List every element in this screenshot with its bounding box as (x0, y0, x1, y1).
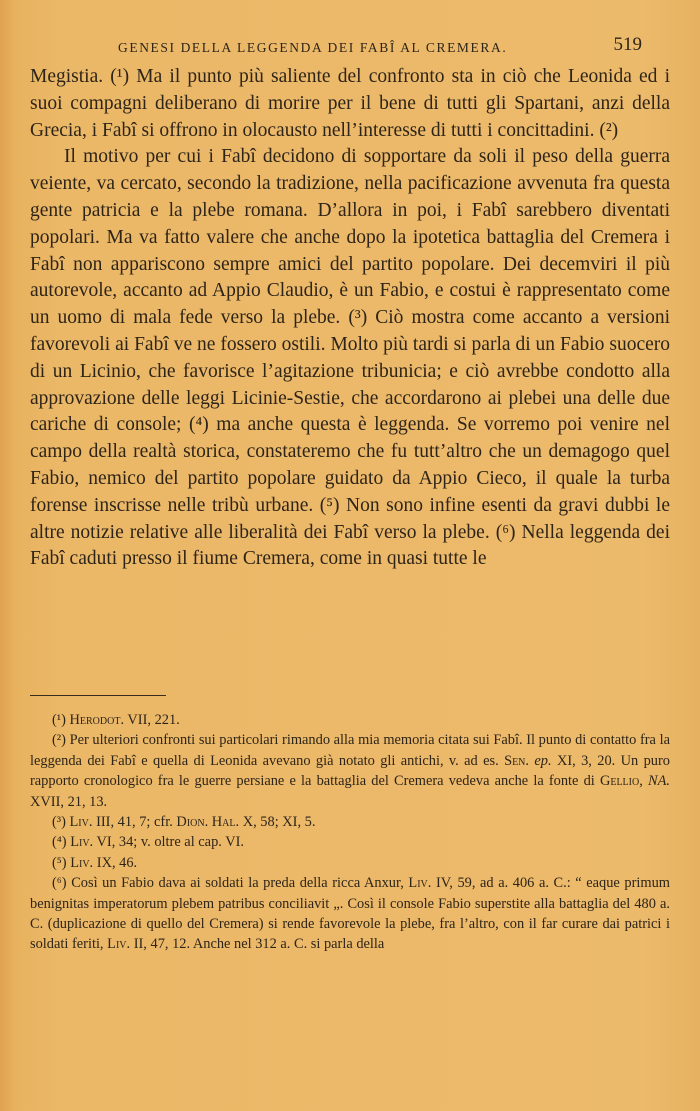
footnote-6 (30, 873, 670, 955)
page-header (30, 34, 670, 60)
footnote-work: NA. (648, 773, 670, 790)
footnote-marker: (²) (52, 732, 66, 749)
footnote-4 (30, 832, 670, 852)
footnote-5 (30, 853, 670, 873)
page-number: 519 (613, 34, 642, 55)
footnote-author: Herodot. (69, 712, 125, 728)
footnote-text: IX, 46. (96, 854, 138, 871)
footnote-text: Per ulteriori confronti sui particolari rimando alla mia memoria citata sui Fabî. Il punto di contatto fra la leggenda dei Fabî e quella di Leonida avevano già notato gli antichi, v. ad es. (30, 732, 670, 769)
footnote-marker: (⁶) (52, 875, 67, 892)
footnote-work: ep. (534, 752, 552, 769)
footnote-text: III, 41, 7; cfr. (96, 814, 173, 831)
footnote-separator (30, 695, 166, 696)
footnote-author: Liv. (107, 936, 131, 953)
footnote-text: X, 58; XI, 5. (242, 814, 316, 831)
footnote-author: Liv. (70, 854, 94, 871)
footnote-text: IV, 59, ad a. 406 a. C.: “ eaque primum benignitas imperatorum plebem patribus conciliavit „. Così il console Fabio superstite alla battaglia del 480 a. C. (duplicazione di quello del Cremera) si rende favorevole la plebe, fra l’altro, con il far curare dai patrici i soldati feriti, (30, 875, 670, 953)
footnote-author: Sen. (504, 752, 529, 769)
paragraph-1: Megistia. (¹) Ma il punto più saliente del confronto sta in ciò che Leonida ed i suoi compagni deliberano di morire per il bene di tutti gli Spartani, anzi della Grecia, i Fabî si offrono in olocausto nell’interesse di tutti i concittadini. (²) (30, 66, 670, 141)
running-title: GENESI DELLA LEGGENDA DEI FABÎ AL CREMERA. (118, 40, 508, 55)
footnote-author: Gellio, (599, 773, 643, 790)
footnote-author: Liv. (408, 875, 432, 892)
footnote-marker: (⁵) (52, 854, 67, 871)
footnote-author: Dion. Hal. (176, 814, 240, 831)
footnote-text: II, 47, 12. Anche nel 312 a. C. si parla della (133, 936, 385, 953)
footnote-author: Liv. (69, 814, 93, 831)
footnote-2 (30, 730, 670, 812)
paragraph-2: Il motivo per cui i Fabî decidono di sopportare da soli il peso della guerra veiente, va cercato, secondo la tradizione, nella pacificazione avvenuta fra questa gente patricia e la plebe romana. D’allora in poi, i Fabî sarebbero diventati popolari. Ma va fatto valere che anche dopo la ipotetica battaglia del Cremera i Fabî non appariscono sempre amici del partito popolare. Dei decemviri il più autorevole, accanto ad Appio Claudio, è un Fabio, e costui è rappresentato come un uomo di mala fede verso la plebe. (³) Ciò mostra come accanto a versioni favorevoli ai Fabî ve ne fossero ostili. Molto più tardi si parla di un Fabio suocero di un Licinio, che favorisce l’agitazione tribunicia; e ciò avrebbe condotto alla approvazione delle leggi Licinie-Sestie, che accordarono ai plebei una delle due cariche di console; (⁴) ma anche questa è leggenda. Se vorremo poi venire nel campo della realtà storica, constateremo che fu tutt’altro che un demagogo quel Fabio, nemico del partito popolare guidato da Appio Cieco, il quale la turba forense inscrisse nelle tribù urbane. (⁵) Non sono infine esenti da gravi dubbi le altre notizie relative alle liberalità dei Fabî verso la plebe. (⁶) Nella leggenda dei Fabî caduti presso il fiume Cremera, come in quasi tutte le (30, 146, 670, 570)
footnote-text: VII, 221. (127, 712, 180, 728)
footnote-author: Liv. (70, 834, 94, 851)
footnote-3 (30, 812, 670, 832)
footnote-marker: (¹) (52, 712, 66, 728)
footnote-text: Così un Fabio dava ai soldati la preda della ricca Anxur, (71, 875, 404, 892)
footnote-marker: (⁴) (52, 834, 67, 851)
main-text (30, 64, 670, 573)
footnotes (30, 710, 670, 955)
footnote-1 (30, 710, 670, 730)
footnote-text: XVII, 21, 13. (30, 793, 108, 810)
footnote-text: XI, 3, 20. Un puro rapporto cronologico fra le guerre persiane e la battaglia del Cremera vedeva anche la fonte di (30, 752, 670, 790)
footnote-text: VI, 34; v. oltre al cap. VI. (96, 834, 244, 851)
footnote-marker: (³) (52, 814, 66, 831)
